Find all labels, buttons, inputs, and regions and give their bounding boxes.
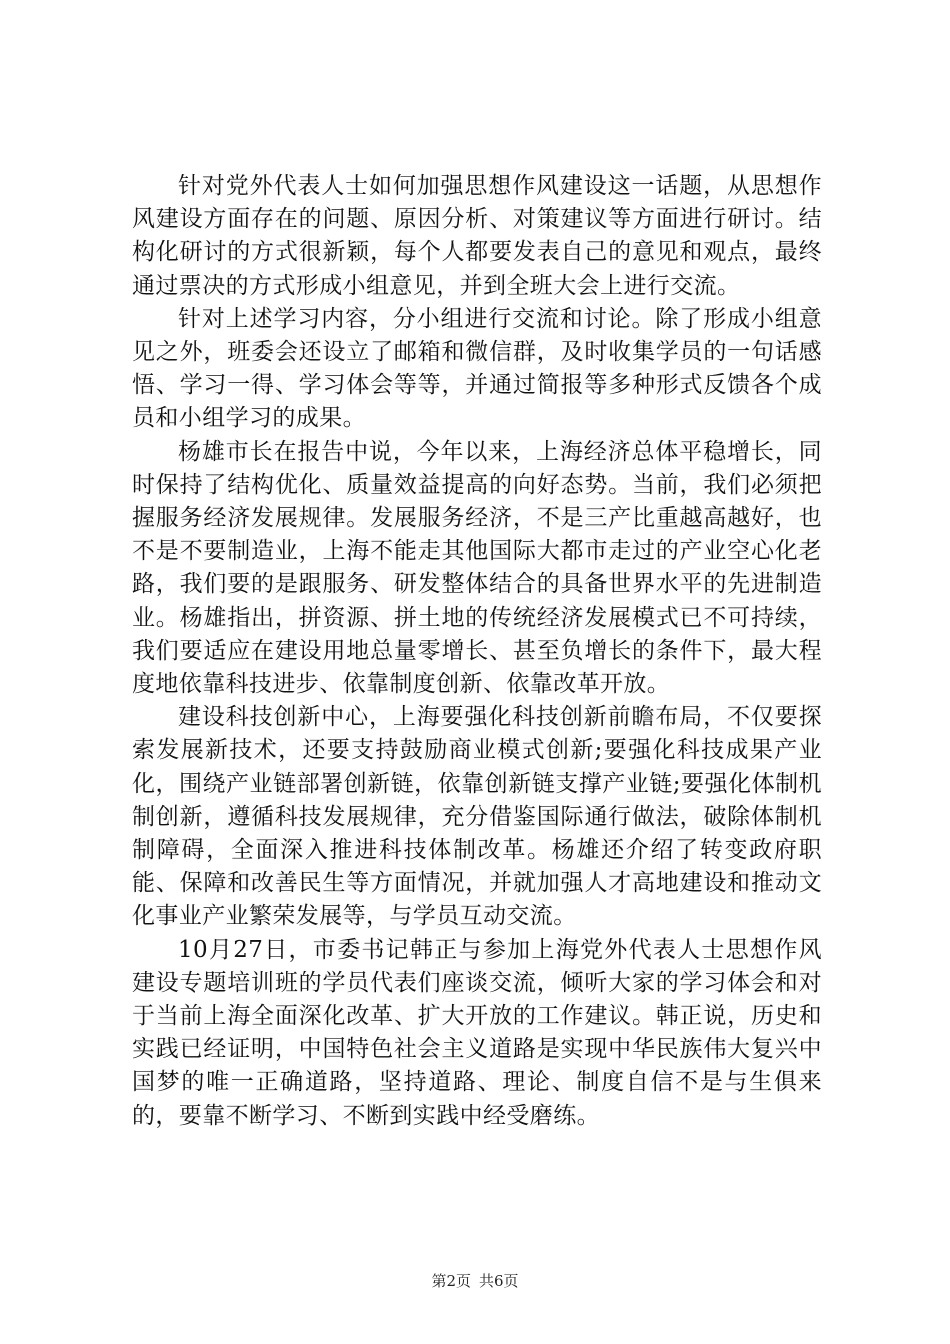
- paragraph-3: 杨雄市长在报告中说，今年以来，上海经济总体平稳增长，同时保持了结构优化、质量效益提高的向好态势。当前，我们必须把握服务经济发展规律。发展服务经济，不是三产比重越高越好，也不是不要制造业，上海不能走其他国际大都市走过的产业空心化老路，我们要的是跟服务、研发整体结合的具备世界水平的先进制造业。杨雄指出，拼资源、拼土地的传统经济发展模式已不可持续，我们要适应在建设用地总量零增长、甚至负增长的条件下，最大程度地依靠科技进步、依靠制度创新、依靠改革开放。: [132, 438, 822, 698]
- paragraph-4: 建设科技创新中心，上海要强化科技创新前瞻布局，不仅要探索发展新技术，还要支持鼓励商业模式创新;要强化科技成果产业化，围绕产业链部署创新链，依靠创新链支撑产业链;要强化体制机制创新，遵循科技发展规律，充分借鉴国际通行做法，破除体制机制障碍，全面深入推进科技体制改革。杨雄还介绍了转变政府职能、保障和改善民生等方面情况，并就加强人才高地建设和推动文化事业产业繁荣发展等，与学员互动交流。: [132, 704, 822, 930]
- page-number: 第2页: [431, 1272, 471, 1290]
- page-footer: [0, 1271, 950, 1291]
- paragraph-5: 10月27日，市委书记韩正与参加上海党外代表人士思想作风建设专题培训班的学员代表们座谈交流，倾听大家的学习体会和对于当前上海全面深化改革、扩大开放的工作建议。韩正说，历史和实践已经证明，中国特色社会主义道路是实现中华民族伟大复兴中国梦的唯一正确道路，坚持道路、理论、制度自信不是与生俱来的，要靠不断学习、不断到实践中经受磨练。: [132, 936, 822, 1129]
- paragraph-2: 针对上述学习内容，分小组进行交流和讨论。除了形成小组意见之外，班委会还设立了邮箱和微信群，及时收集学员的一句话感悟、学习一得、学习体会等等，并通过简报等多种形式反馈各个成员和小组学习的成果。: [132, 305, 822, 432]
- document-body: [132, 170, 822, 1133]
- paragraph-1: 针对党外代表人士如何加强思想作风建设这一话题，从思想作风建设方面存在的问题、原因分析、对策建议等方面进行研讨。结构化研讨的方式很新颖，每个人都要发表自己的意见和观点，最终通过票决的方式形成小组意见，并到全班大会上进行交流。: [132, 173, 822, 299]
- page-total: 共6页: [479, 1272, 519, 1290]
